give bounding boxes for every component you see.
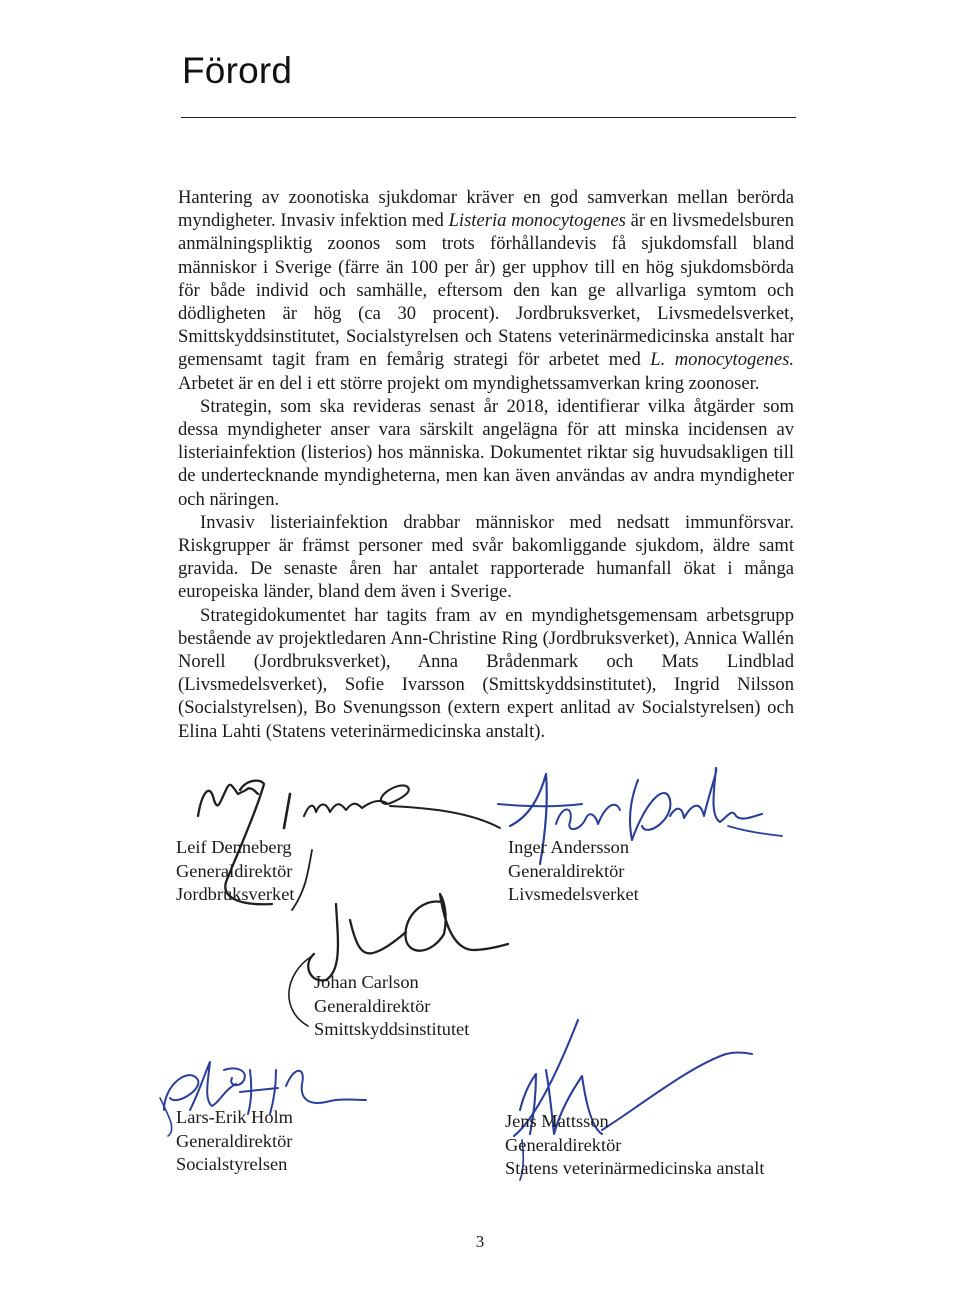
- body-text: [178, 186, 794, 743]
- title-divider: [181, 117, 796, 118]
- paragraph-2: Strategin, som ska revideras senast år 2018, identifierar vilka åtgärder som dessa myndigheter anser vara särskilt angelägna för att minska incidensen av listeriainfektion (listerios) hos människa. Dokumentet riktar sig huvudsakligen till de undertecknande myndigheterna, men kan även användas av andra myndigheter och näringen.: [178, 395, 794, 510]
- signatory-org: Smittskyddsinstitutet: [314, 1019, 470, 1039]
- paragraph-3: Invasiv listeriainfektion drabbar människor med nedsatt immunförsvar. Riskgrupper är främst personer med svår bakomliggande sjukdom, äldre samt gravida. De senaste åren har antalet rapporterade humanfall ökat i många europeiska länder, bland dem även i Sverige.: [178, 511, 794, 603]
- signatory-title: Generaldirektör: [176, 860, 293, 881]
- signatory-name: Jens Mattsson: [505, 1111, 609, 1131]
- signatory-smittskyddsinstitutet: [314, 971, 469, 1042]
- signatory-name: Johan Carlson: [314, 972, 419, 992]
- signatory-name: Lars-Erik Holm: [176, 1107, 293, 1127]
- signatory-org: Jordbruksverket: [176, 884, 295, 904]
- signatory-sva: [505, 1110, 764, 1181]
- signatory-name: Leif Denneberg: [176, 837, 292, 857]
- page-number: 3: [475, 1232, 485, 1251]
- paragraph-1: Hantering av zoonotiska sjukdomar kräver en god samverkan mellan berörda myndigheter. Invasiv infektion med Listeria monocytogenes är en livsmedelsburen anmälningspliktig zoonos som trots förhållandevis få sjukdomsfall bland människor i Sverige (färre än 100 per år) ger upphov till en hög sjukdomsbörda för både individ och samhälle, eftersom den kan ge allvarliga symtom och dödligheten är hög (ca 30 procent). Jordbruksverket, Livsmedelsverket, Smittskyddsinstitutet, Socialstyrelsen och Statens veterinärmedicinska anstalt har gemensamt tagit fram en femårig strategi för arbetet med L. monocytogenes. Arbetet är en del i ett större projekt om myndighetssamverkan kring zoonoser.: [178, 187, 794, 394]
- signatory-org: Livsmedelsverket: [508, 884, 639, 904]
- signatory-jordbruksverket: [176, 836, 295, 907]
- signatory-title: Generaldirektör: [314, 995, 431, 1016]
- page-title: Förord: [182, 50, 293, 91]
- signatory-socialstyrelsen: [176, 1106, 293, 1177]
- signatory-title: Generaldirektör: [505, 1134, 622, 1155]
- signatory-name: Inger Andersson: [508, 837, 630, 857]
- signatory-org: Socialstyrelsen: [176, 1154, 288, 1174]
- signatory-livsmedelsverket: [508, 836, 639, 907]
- signatory-title: Generaldirektör: [508, 860, 625, 881]
- signatory-title: Generaldirektör: [176, 1130, 293, 1151]
- paragraph-4: Strategidokumentet har tagits fram av en myndighetsgemensam arbetsgrupp bestående av projektledaren Ann-Christine Ring (Jordbruksverket), Annica Wallén Norell (Jordbruksverket), Anna Brådenmark och Mats Lindblad (Livsmedelsverket), Sofie Ivarsson (Smittskyddsinstitutet), Ingrid Nilsson (Socialstyrelsen), Bo Svenungsson (extern expert anlitad av Socialstyrelsen) och Elina Lahti (Statens veterinärmedicinska anstalt).: [178, 604, 794, 742]
- signatory-org: Statens veterinärmedicinska anstalt: [505, 1158, 765, 1178]
